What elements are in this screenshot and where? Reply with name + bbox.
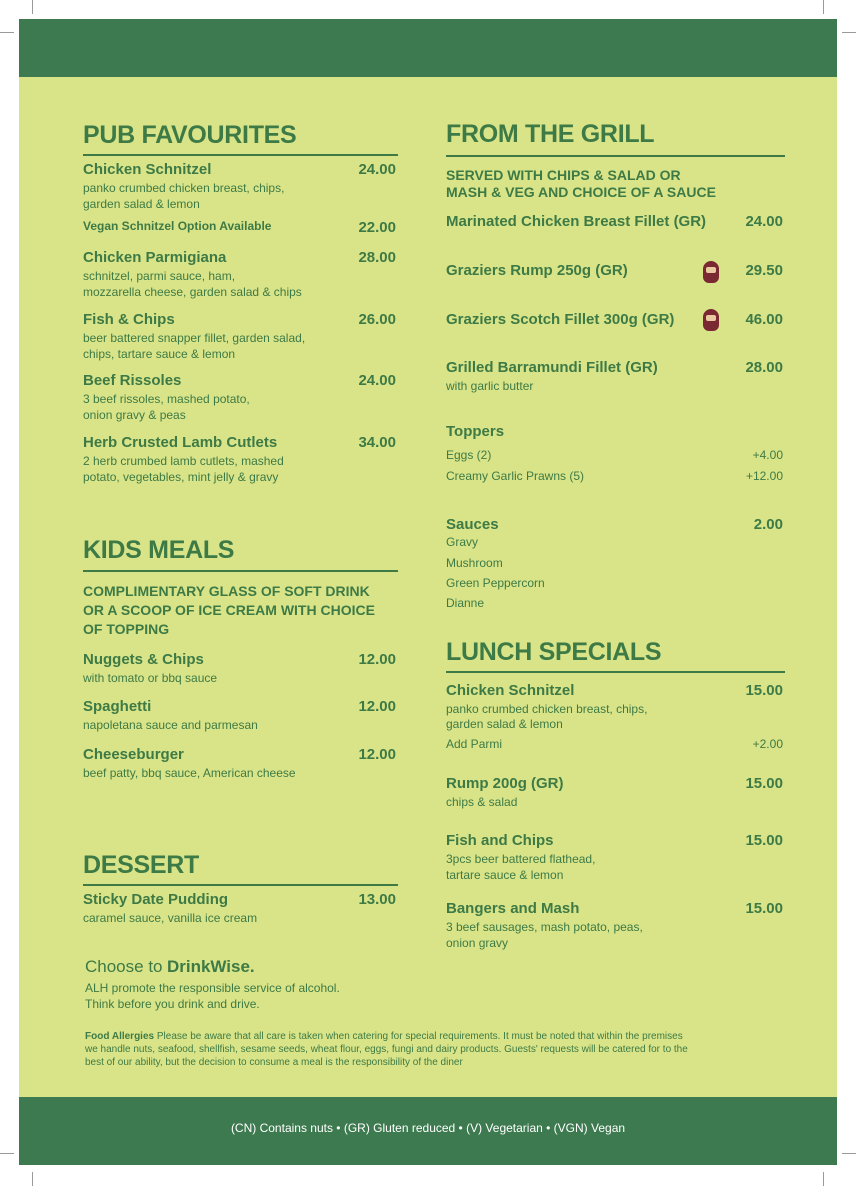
- section-divider: [83, 154, 398, 156]
- allergy-line: best of our ability, but the decision to consume a meal is the responsibility of the diner: [85, 1057, 463, 1068]
- menu-item-name: Chicken Schnitzel: [83, 161, 212, 178]
- menu-item-name: Marinated Chicken Breast Fillet (GR): [446, 213, 707, 230]
- menu-item-desc: napoletana sauce and parmesan: [83, 718, 258, 732]
- menu-item-name: Nuggets & Chips: [83, 651, 204, 668]
- topper-name: Creamy Garlic Prawns (5): [446, 469, 585, 483]
- menu-item-desc: with garlic butter: [446, 379, 534, 393]
- crop-mark: [32, 1172, 33, 1186]
- sauces-price: 2.00: [753, 516, 783, 533]
- menu-item-price: 28.00: [745, 359, 783, 376]
- kids-meals-subheading: OR A SCOOP OF ICE CREAM WITH CHOICE: [83, 602, 375, 618]
- crop-mark: [823, 1172, 824, 1186]
- menu-item-desc: beef patty, bbq sauce, American cheese: [83, 766, 296, 780]
- menu-item-desc: onion gravy & peas: [83, 408, 186, 422]
- section-divider: [83, 884, 398, 886]
- drinkwise-line: Think before you drink and drive.: [85, 997, 260, 1011]
- sauces-title: Sauces: [446, 516, 499, 533]
- topper-price: +4.00: [752, 448, 783, 462]
- allergy-note: [85, 1030, 785, 1069]
- menu-item-price: 15.00: [745, 682, 783, 699]
- grill-heading: FROM THE GRILL: [446, 120, 655, 148]
- menu-item-desc: 3 beef sausages, mash potato, peas,: [446, 920, 643, 934]
- menu-item-desc: garden salad & lemon: [83, 197, 200, 211]
- menu-item-price: 28.00: [358, 249, 396, 266]
- menu-item-desc: 2 herb crumbed lamb cutlets, mashed: [83, 454, 284, 468]
- menu-item-desc: panko crumbed chicken breast, chips,: [446, 702, 648, 716]
- menu-item-name: Grilled Barramundi Fillet (GR): [446, 359, 658, 376]
- drinkwise-line: ALH promote the responsible service of alcohol.: [85, 981, 340, 995]
- allergy-line: we handle nuts, seafood, shellfish, sesame seeds, wheat flour, eggs, fungi and dairy products. Guests' requests will be catered for to the: [85, 1044, 688, 1055]
- allergy-label: Food Allergies: [85, 1031, 155, 1042]
- menu-item-name: Spaghetti: [83, 698, 152, 715]
- menu-item-desc: potato, vegetables, mint jelly & gravy: [83, 470, 279, 484]
- footer-bar: [19, 1097, 837, 1165]
- kids-meals-subheading: OF TOPPING: [83, 621, 170, 637]
- dessert-heading: DESSERT: [83, 851, 199, 879]
- sauce-item: Dianne: [446, 596, 485, 610]
- menu-item-desc: beer battered snapper fillet, garden salad,: [83, 331, 306, 345]
- menu-item-desc: tartare sauce & lemon: [446, 868, 564, 882]
- crop-mark: [842, 32, 856, 33]
- menu-item-price: 15.00: [745, 832, 783, 849]
- header-bar: [19, 19, 837, 77]
- addon-label: Add Parmi: [446, 737, 503, 751]
- menu-item-name: Bangers and Mash: [446, 900, 580, 917]
- menu-item-price: 24.00: [358, 372, 396, 389]
- menu-item-desc: with tomato or bbq sauce: [83, 671, 218, 685]
- menu-item-name: Herb Crusted Lamb Cutlets: [83, 434, 278, 451]
- menu-item-name: Sticky Date Pudding: [83, 891, 229, 908]
- menu-item-price: 12.00: [358, 698, 396, 715]
- kids-meals-heading: KIDS MEALS: [83, 536, 235, 564]
- topper-name: Eggs (2): [446, 448, 492, 462]
- menu-item-price: 34.00: [358, 434, 396, 451]
- menu-page: [19, 19, 837, 1165]
- grill-subheading: MASH & VEG AND CHOICE OF A SAUCE: [446, 184, 716, 200]
- section-divider: [446, 155, 785, 157]
- kids-meals-subheading: COMPLIMENTARY GLASS OF SOFT DRINK: [83, 583, 370, 599]
- addon-price: +2.00: [752, 737, 783, 751]
- menu-item-desc: 3 beef rissoles, mashed potato,: [83, 392, 250, 406]
- menu-item-desc: 3pcs beer battered flathead,: [446, 852, 596, 866]
- vegan-option-label: Vegan Schnitzel Option Available: [83, 219, 272, 233]
- drinkwise-logo: [85, 957, 255, 977]
- menu-item-name: Rump 200g (GR): [446, 775, 564, 792]
- grill-subheading: SERVED WITH CHIPS & SALAD OR: [446, 167, 681, 183]
- menu-item-desc: panko crumbed chicken breast, chips,: [83, 181, 285, 195]
- menu-item-name: Fish and Chips: [446, 832, 554, 849]
- menu-item-price: 15.00: [745, 900, 783, 917]
- menu-item-name: Chicken Schnitzel: [446, 682, 575, 699]
- menu-item-price: 12.00: [358, 746, 396, 763]
- menu-item-price: 24.00: [358, 161, 396, 178]
- drinkwise-choose-text: Choose to: [85, 957, 163, 976]
- vegan-option-price: 22.00: [358, 219, 396, 236]
- menu-item-name: Chicken Parmigiana: [83, 249, 227, 266]
- menu-item-price: 15.00: [745, 775, 783, 792]
- drinkwise-brand-text: DrinkWise.: [166, 957, 255, 976]
- pub-favourites-heading: PUB FAVOURITES: [83, 121, 297, 149]
- menu-item-name: Graziers Scotch Fillet 300g (GR): [446, 311, 675, 328]
- menu-item-desc: onion gravy: [446, 936, 509, 950]
- menu-item-name: Cheeseburger: [83, 746, 184, 763]
- topper-price: +12.00: [745, 469, 783, 483]
- menu-item-price: 26.00: [358, 311, 396, 328]
- allergy-line: [85, 1030, 785, 1043]
- allergy-text: Please be aware that all care is taken when catering for special requirements. It must be noted that within the premises: [156, 1031, 683, 1042]
- menu-item-name: Fish & Chips: [83, 311, 175, 328]
- menu-item-price: 46.00: [745, 311, 783, 328]
- crop-mark: [0, 1153, 14, 1154]
- menu-item-desc: chips & salad: [446, 795, 518, 809]
- menu-item-price: 12.00: [358, 651, 396, 668]
- menu-item-name: Graziers Rump 250g (GR): [446, 262, 628, 279]
- lunch-specials-heading: LUNCH SPECIALS: [446, 638, 662, 666]
- crop-mark: [0, 32, 14, 33]
- section-divider: [83, 570, 398, 572]
- menu-item-desc: mozzarella cheese, garden salad & chips: [83, 285, 302, 299]
- sauce-item: Green Peppercorn: [446, 576, 545, 590]
- toppers-title: Toppers: [446, 423, 505, 440]
- menu-item-desc: schnitzel, parmi sauce, ham,: [83, 269, 236, 283]
- dietary-legend: (CN) Contains nuts • (GR) Gluten reduced • (V) Vegetarian • (VGN) Vegan: [230, 1121, 626, 1135]
- menu-item-price: 13.00: [358, 891, 396, 908]
- menu-item-desc: chips, tartare sauce & lemon: [83, 347, 236, 361]
- crop-mark: [32, 0, 33, 14]
- crop-mark: [842, 1153, 856, 1154]
- section-divider: [446, 671, 785, 673]
- sauce-item: Gravy: [446, 535, 479, 549]
- menu-item-desc: garden salad & lemon: [446, 717, 563, 731]
- menu-item-name: Beef Rissoles: [83, 372, 182, 389]
- sauce-item: Mushroom: [446, 556, 503, 570]
- menu-item-desc: caramel sauce, vanilla ice cream: [83, 911, 258, 925]
- crop-mark: [823, 0, 824, 14]
- menu-item-price: 24.00: [745, 213, 783, 230]
- menu-item-price: 29.50: [745, 262, 783, 279]
